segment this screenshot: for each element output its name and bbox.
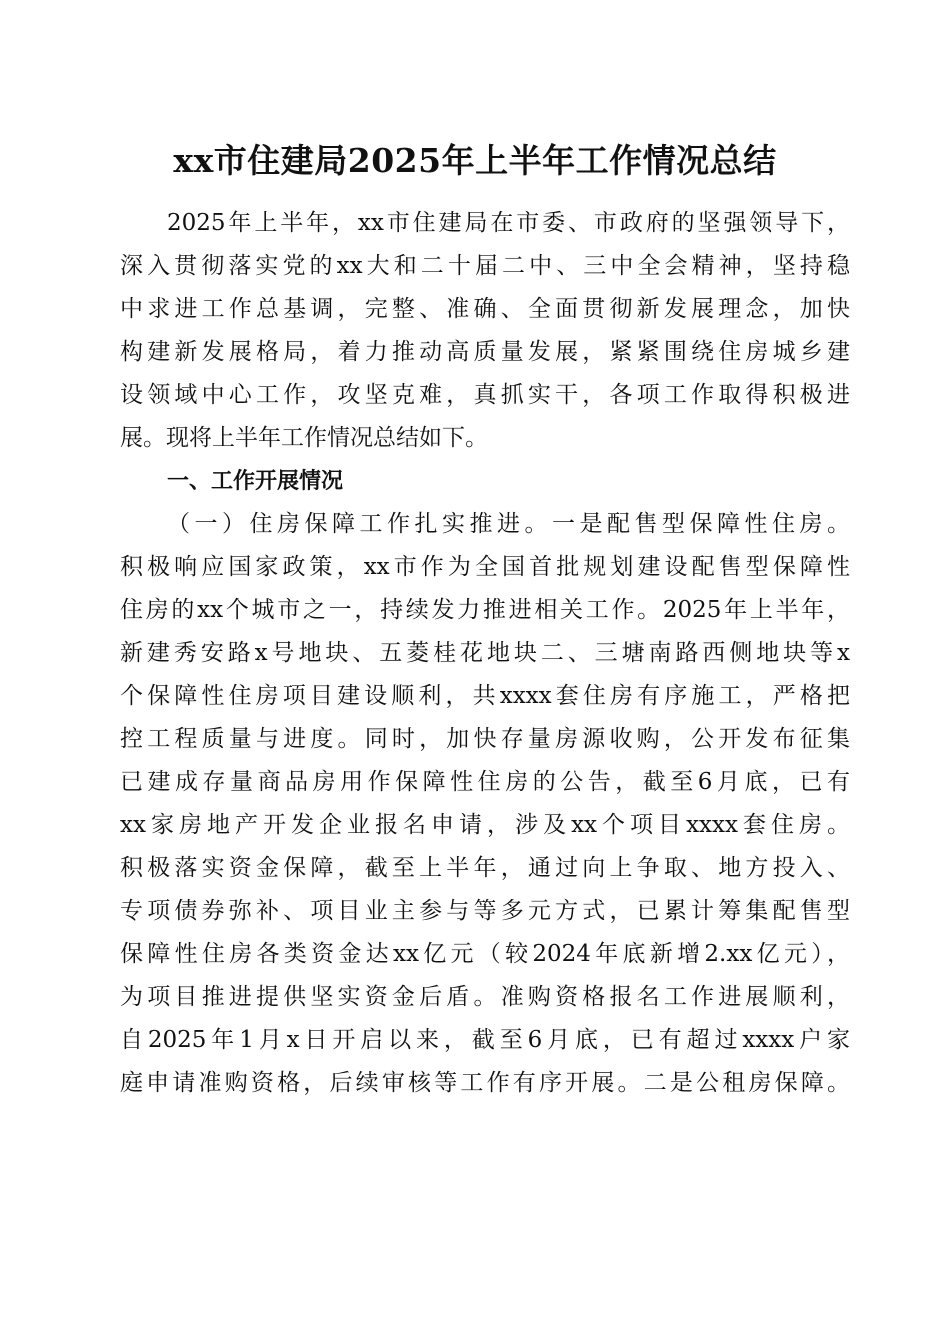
paragraph-line: 自2025年1月x日开启以来，截至6月底，已有超过xxxx户家 (120, 1027, 850, 1053)
paragraph-line: 中求进工作总基调，完整、准确、全面贯彻新发展理念，加快 (120, 296, 850, 322)
paragraph-line: 深入贯彻落实党的xx大和二十届二中、三中全会精神，坚持稳 (120, 253, 850, 279)
section-heading: 一、工作开展情况 (167, 469, 344, 494)
document-body (120, 202, 850, 1105)
paragraph-line: 积极落实资金保障，截至上半年，通过向上争取、地方投入、 (120, 855, 850, 881)
paragraph-line: （一）住房保障工作扎实推进。一是配售型保障性住房。 (167, 511, 850, 537)
paragraph-line: 已建成存量商品房用作保障性住房的公告，截至6月底，已有 (120, 769, 850, 795)
paragraph-line: xx家房地产开发企业报名申请，涉及xx个项目xxxx套住房。 (120, 812, 850, 838)
paragraph-line: 专项债券弥补、项目业主参与等多元方式，已累计筹集配售型 (120, 898, 850, 924)
paragraph-line: 新建秀安路x号地块、五菱桂花地块二、三塘南路西侧地块等x (120, 640, 850, 666)
document-title: xx市住建局2025年上半年工作情况总结 (173, 141, 777, 180)
paragraph-line: 展。现将上半年工作情况总结如下。 (120, 425, 488, 451)
paragraph-line: 控工程质量与进度。同时，加快存量房源收购，公开发布征集 (120, 726, 850, 752)
paragraph-line: 保障性住房各类资金达xx亿元（较2024年底新增2.xx亿元）， (120, 941, 850, 967)
paragraph-line: 2025年上半年，xx市住建局在市委、市政府的坚强领导下， (167, 210, 850, 236)
paragraph-line: 为项目推进提供坚实资金后盾。准购资格报名工作进展顺利， (120, 984, 850, 1010)
paragraph-line: 积极响应国家政策，xx市作为全国首批规划建设配售型保障性 (120, 554, 850, 580)
paragraph-line: 构建新发展格局，着力推动高质量发展，紧紧围绕住房城乡建 (120, 339, 850, 365)
paragraph-line: 住房的xx个城市之一，持续发力推进相关工作。2025年上半年， (120, 597, 850, 623)
paragraph-line: 个保障性住房项目建设顺利，共xxxx套住房有序施工，严格把 (120, 683, 850, 709)
paragraph-line: 设领域中心工作，攻坚克难，真抓实干，各项工作取得积极进 (120, 382, 850, 408)
paragraph-line: 庭申请准购资格，后续审核等工作有序开展。二是公租房保障。 (120, 1070, 850, 1096)
